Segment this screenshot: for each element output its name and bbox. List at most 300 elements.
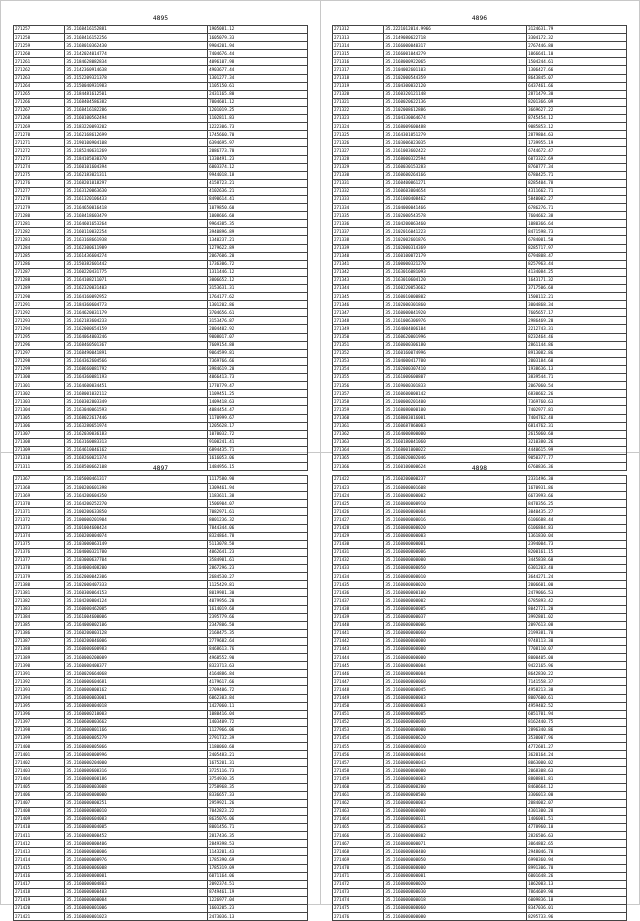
coordinate-cell: 35.2160000000005 (384, 710, 527, 718)
row-id-cell: 271290 (14, 293, 65, 301)
table-row (333, 654, 627, 662)
coordinate-cell: 35.2160000003001 (65, 694, 208, 702)
table-row (333, 548, 627, 556)
row-id-cell: 271396 (14, 710, 65, 718)
table-row (333, 840, 627, 848)
coordinate-cell: 35.2160400061271 (384, 179, 527, 187)
table-row (14, 840, 308, 848)
row-id-cell: 271301 (14, 382, 65, 390)
row-id-cell: 271305 (14, 414, 65, 422)
value-cell: 1117580.98 (208, 476, 308, 484)
value-cell: 8460664.12 (527, 783, 627, 791)
value-cell: 6780425.71 (527, 171, 627, 179)
table-row (333, 735, 627, 743)
value-cell: 1614019.68 (208, 605, 308, 613)
row-id-cell: 271331 (333, 179, 384, 187)
table-row (14, 904, 308, 912)
data-table (13, 25, 308, 471)
value-cell: 1125429.81 (208, 581, 308, 589)
sheet-title: 4897 (152, 465, 169, 472)
table-row (14, 702, 308, 710)
coordinate-cell: 35.2184481612501 (65, 90, 208, 98)
coordinate-cell: 35.2100000201400 (384, 398, 527, 406)
coordinate-cell: 35.2161004600006 (65, 613, 208, 621)
value-cell: 4102636.21 (208, 187, 308, 195)
table-row (14, 476, 308, 484)
coordinate-cell: 35.2104000321700 (65, 548, 208, 556)
value-cell: 1739955.19 (527, 139, 627, 147)
table-row (14, 581, 308, 589)
table-row (14, 139, 308, 147)
value-cell: 3064802.65 (527, 840, 627, 848)
table-row (333, 832, 627, 840)
value-cell: 2849398.53 (208, 840, 308, 848)
table-row (14, 613, 308, 621)
table-row (14, 260, 308, 268)
value-cell: 4968552.90 (208, 654, 308, 662)
value-cell: 8042721.20 (527, 605, 627, 613)
row-id-cell: 271262 (14, 66, 65, 74)
table-row (333, 204, 627, 212)
table-row (14, 565, 308, 573)
coordinate-cell: 35.2160000001006 (65, 904, 208, 912)
row-id-cell: 271438 (333, 605, 384, 613)
sheet-title: 4896 (471, 15, 488, 22)
table-row (333, 597, 627, 605)
table-row (333, 50, 627, 58)
value-cell: 2986469.20 (527, 317, 627, 325)
coordinate-cell: 35.2160000004005 (65, 824, 208, 832)
value-cell: 6673993.66 (527, 492, 627, 500)
row-id-cell: 271456 (333, 751, 384, 759)
row-id-cell: 271356 (333, 382, 384, 390)
value-cell: 2347806.50 (208, 621, 308, 629)
value-cell: 2092374.51 (208, 880, 308, 888)
row-id-cell: 271303 (14, 398, 65, 406)
value-cell: 6062303.84 (208, 694, 308, 702)
row-id-cell: 271394 (14, 694, 65, 702)
table-row (333, 34, 627, 42)
coordinate-cell: 35.2183220093202 (65, 123, 208, 131)
value-cell: 8007600.61 (527, 694, 627, 702)
value-cell: 1079850.60 (208, 204, 308, 212)
row-id-cell: 271333 (333, 195, 384, 203)
table-row (14, 382, 308, 390)
coordinate-cell: 35.2168010362430 (65, 42, 208, 50)
coordinate-cell: 35.2185240631269 (65, 147, 208, 155)
coordinate-cell: 35.2184628082834 (65, 58, 208, 66)
row-id-cell: 271426 (333, 508, 384, 516)
row-id-cell: 271451 (333, 710, 384, 718)
value-cell: 6009836.10 (527, 896, 627, 904)
value-cell: 2405483.21 (208, 751, 308, 759)
coordinate-cell: 35.2160000000003 (384, 799, 527, 807)
value-cell: 2758968.35 (208, 783, 308, 791)
row-id-cell: 271299 (14, 365, 65, 373)
value-cell: 1062003.13 (527, 880, 627, 888)
row-id-cell: 271434 (333, 573, 384, 581)
value-cell: 2394004.73 (527, 540, 627, 548)
coordinate-cell: 35.2160220053662 (384, 285, 527, 293)
row-id-cell: 271380 (14, 581, 65, 589)
row-id-cell: 271458 (333, 767, 384, 775)
coordinate-cell: 35.2102000407333 (65, 581, 208, 589)
table-row (14, 856, 308, 864)
table-row (333, 244, 627, 252)
value-cell: 6744672.47 (527, 147, 627, 155)
table-row (14, 98, 308, 106)
row-id-cell: 271442 (333, 637, 384, 645)
table-row (333, 74, 627, 82)
value-cell: 1201019.25 (208, 106, 308, 114)
value-cell: 8468613.76 (208, 645, 308, 653)
coordinate-cell: 35.2160000000030 (384, 888, 527, 896)
value-cell: 8347036.01 (527, 904, 627, 912)
table-row (333, 26, 627, 34)
value-cell: 2684530.27 (208, 573, 308, 581)
table-row (333, 365, 627, 373)
table-row (333, 702, 627, 710)
coordinate-cell: 35.2160000604681 (65, 678, 208, 686)
table-row (14, 123, 308, 131)
coordinate-cell: 35.2164600034451 (65, 382, 208, 390)
table-row (14, 293, 308, 301)
value-cell: 7605657.17 (527, 309, 627, 317)
value-cell: 3040435.27 (527, 508, 627, 516)
coordinate-cell: 35.2160000462005 (65, 605, 208, 613)
table-row (14, 508, 308, 516)
coordinate-cell: 35.2168003016001 (384, 414, 527, 422)
coordinate-cell: 35.2168500662108 (65, 463, 208, 471)
value-cell: 3717506.68 (527, 285, 627, 293)
coordinate-cell: 35.2168201018297 (65, 179, 208, 187)
table-row (14, 815, 308, 823)
value-cell: 2779682.64 (208, 637, 308, 645)
coordinate-cell: 35.2160620001996 (384, 333, 527, 341)
value-cell: 2791732.39 (208, 735, 308, 743)
coordinate-cell: 35.2184360604773 (65, 301, 208, 309)
table-row (333, 82, 627, 90)
table-row (333, 856, 627, 864)
row-id-cell: 271324 (333, 123, 384, 131)
row-id-cell: 271313 (333, 34, 384, 42)
value-cell: 4440615.99 (527, 446, 627, 454)
coordinate-cell: 35.2163160083313 (65, 438, 208, 446)
table-row (333, 508, 627, 516)
value-cell: 6784001.50 (527, 236, 627, 244)
row-id-cell: 271406 (14, 791, 65, 799)
coordinate-cell: 35.2160000000044 (384, 751, 527, 759)
table-row (333, 791, 627, 799)
row-id-cell: 271384 (14, 613, 65, 621)
coordinate-cell: 35.2160000000050 (384, 565, 527, 573)
table-row (333, 637, 627, 645)
table-row (14, 212, 308, 220)
row-id-cell: 271348 (333, 317, 384, 325)
value-cell: 6301203.40 (527, 565, 627, 573)
value-cell: 3839544.71 (527, 374, 627, 382)
table-row (333, 454, 627, 462)
row-id-cell: 271323 (333, 115, 384, 123)
row-id-cell: 271367 (14, 476, 65, 484)
row-id-cell: 271306 (14, 422, 65, 430)
value-cell: 4062641.23 (208, 548, 308, 556)
row-id-cell: 271455 (333, 743, 384, 751)
row-id-cell: 271381 (14, 589, 65, 597)
table-row (14, 783, 308, 791)
value-cell: 2709406.72 (208, 686, 308, 694)
coordinate-cell: 35.2160000000186 (65, 775, 208, 783)
value-cell: 6106688.44 (527, 516, 627, 524)
value-cell: 8019981.30 (208, 589, 308, 597)
coordinate-cell: 35.2160000000040 (384, 718, 527, 726)
coordinate-cell: 35.2160000000996 (65, 751, 208, 759)
row-id-cell: 271281 (14, 220, 65, 228)
table-row (333, 743, 627, 751)
row-id-cell: 271358 (333, 398, 384, 406)
coordinate-cell: 35.2160000000006 (65, 848, 208, 856)
value-cell: 1605079.33 (208, 34, 308, 42)
table-row (14, 500, 308, 508)
coordinate-cell: 35.2160000003008 (65, 783, 208, 791)
row-id-cell: 271437 (333, 597, 384, 605)
row-id-cell: 271475 (333, 904, 384, 912)
value-cell: 3669627.22 (527, 106, 627, 114)
row-id-cell: 271309 (14, 446, 65, 454)
row-id-cell: 271359 (333, 406, 384, 414)
value-cell: 1330491.23 (208, 155, 308, 163)
row-id-cell: 271387 (14, 637, 65, 645)
row-id-cell: 271292 (14, 309, 65, 317)
row-id-cell: 271417 (14, 880, 65, 888)
table-row (14, 325, 308, 333)
value-cell: 6437461.66 (527, 82, 627, 90)
row-id-cell: 271300 (14, 374, 65, 382)
table-row (14, 26, 308, 34)
value-cell: 2168475.35 (208, 629, 308, 637)
coordinate-cell: 35.2160100072179 (384, 252, 527, 260)
row-id-cell: 271349 (333, 325, 384, 333)
coordinate-cell: 35.2160160074996 (384, 349, 527, 357)
coordinate-cell: 35.2168009600488 (384, 123, 527, 131)
value-cell: 3304172.32 (527, 34, 627, 42)
value-cell: 3620164.24 (527, 751, 627, 759)
value-cell: 2959921.26 (208, 799, 308, 807)
table-row (14, 775, 308, 783)
value-cell: 1301277.34 (208, 74, 308, 82)
coordinate-cell: 35.2164064003246 (65, 333, 208, 341)
table-row (333, 904, 627, 912)
coordinate-cell: 35.2160000000162 (65, 686, 208, 694)
row-id-cell: 271379 (14, 573, 65, 581)
row-id-cell: 271327 (333, 147, 384, 155)
row-id-cell: 271271 (14, 139, 65, 147)
coordinate-cell: 35.2160000000006 (384, 548, 527, 556)
value-cell: 8471598.73 (527, 228, 627, 236)
value-cell: 3530007.96 (527, 735, 627, 743)
row-id-cell: 271464 (333, 815, 384, 823)
row-id-cell: 271279 (14, 204, 65, 212)
table-row (333, 155, 627, 163)
value-cell: 8324864.78 (208, 532, 308, 540)
coordinate-cell: 35.2102000544359 (384, 74, 527, 82)
table-row (333, 565, 627, 573)
coordinate-cell: 35.2162320031403 (65, 285, 208, 293)
table-row (333, 293, 627, 301)
value-cell: 7604662.38 (527, 212, 627, 220)
coordinate-cell: 35.2160100000624 (384, 463, 527, 471)
coordinate-cell: 35.2160000000000 (384, 864, 527, 872)
table-row (14, 645, 308, 653)
table-row (14, 285, 308, 293)
coordinate-cell: 35.2168000322594 (384, 155, 527, 163)
row-id-cell: 271347 (333, 309, 384, 317)
row-id-cell: 271422 (333, 476, 384, 484)
value-cell: 3004868.34 (527, 301, 627, 309)
value-cell: 8323713.63 (208, 662, 308, 670)
coordinate-cell: 35.2150040931983 (65, 82, 208, 90)
row-id-cell: 271337 (333, 228, 384, 236)
table-row (14, 524, 308, 532)
coordinate-cell: 35.2160200003128 (65, 629, 208, 637)
value-cell: 8745454.12 (527, 115, 627, 123)
coordinate-cell: 35.2164620031179 (65, 309, 208, 317)
row-id-cell: 271453 (333, 726, 384, 734)
coordinate-cell: 35.2160000000016 (384, 516, 527, 524)
row-id-cell: 271378 (14, 565, 65, 573)
value-cell: 4164886.84 (208, 670, 308, 678)
coordinate-cell: 35.2105000461317 (65, 476, 208, 484)
table-row (333, 605, 627, 613)
table-row (333, 398, 627, 406)
value-cell: 9100241.41 (208, 438, 308, 446)
coordinate-cell: 35.2160200000237 (384, 476, 527, 484)
table-row (14, 484, 308, 492)
value-cell: 9904201.94 (208, 42, 308, 50)
row-id-cell: 271373 (14, 524, 65, 532)
coordinate-cell: 35.2160000000003 (384, 775, 527, 783)
coordinate-cell: 35.2168260021374 (65, 454, 208, 462)
row-id-cell: 271285 (14, 252, 65, 260)
value-cell: 8760777.34 (527, 163, 627, 171)
table-row (14, 357, 308, 365)
table-row (333, 301, 627, 309)
value-cell: 2879804.63 (527, 131, 627, 139)
value-cell: 9064599.81 (208, 349, 308, 357)
row-id-cell: 271269 (14, 123, 65, 131)
row-id-cell: 271261 (14, 58, 65, 66)
value-cell: 9964385.35 (208, 220, 308, 228)
table-row (333, 662, 627, 670)
coordinate-cell: 35.2168001032112 (65, 390, 208, 398)
row-id-cell: 271433 (333, 565, 384, 573)
value-cell: 8295733.96 (527, 913, 627, 921)
value-cell: 6814762.31 (527, 422, 627, 430)
table-row (14, 532, 308, 540)
table-row (14, 374, 308, 382)
table-row (333, 90, 627, 98)
coordinate-cell: 35.2164160092952 (65, 293, 208, 301)
table-row (333, 341, 627, 349)
value-cell: 2767446.80 (527, 42, 627, 50)
coordinate-cell: 35.2104002601103 (384, 66, 527, 74)
row-id-cell: 271391 (14, 670, 65, 678)
coordinate-cell: 35.2160000000010 (384, 743, 527, 751)
table-row (333, 532, 627, 540)
coordinate-cell: 35.2160600264166 (384, 171, 527, 179)
coordinate-cell: 35.2168418603479 (65, 212, 208, 220)
value-cell: 7844344.06 (208, 524, 308, 532)
row-id-cell: 271273 (14, 155, 65, 163)
coordinate-cell: 35.2104000408200 (65, 565, 208, 573)
value-cell: 1905081.12 (208, 26, 308, 34)
coordinate-cell: 35.2160180041060 (384, 438, 527, 446)
row-id-cell: 271282 (14, 228, 65, 236)
row-id-cell: 271471 (333, 872, 384, 880)
value-cell: 8001456.71 (208, 824, 308, 832)
value-cell: 2068308.63 (527, 767, 627, 775)
coordinate-cell: 35.2169000301833 (384, 382, 527, 390)
value-cell: 1127966.06 (208, 726, 308, 734)
row-id-cell: 271473 (333, 888, 384, 896)
value-cell: 9422165.96 (527, 662, 627, 670)
coordinate-cell: 35.2160000005279 (65, 735, 208, 743)
row-id-cell: 271322 (333, 106, 384, 114)
value-cell: 8162440.75 (527, 718, 627, 726)
row-id-cell: 271274 (14, 163, 65, 171)
coordinate-cell: 35.2160000000000 (384, 913, 527, 921)
value-cell: 2615060.60 (527, 430, 627, 438)
table-row (333, 276, 627, 284)
value-cell: 3210380.26 (527, 438, 627, 446)
row-id-cell: 271457 (333, 759, 384, 767)
value-cell: 2431165.80 (208, 90, 308, 98)
row-id-cell: 271467 (333, 840, 384, 848)
coordinate-cell: 35.2190100904108 (65, 139, 208, 147)
value-cell: 1603205.23 (208, 904, 308, 912)
table-row (333, 220, 627, 228)
value-cell: 1504244.61 (527, 58, 627, 66)
table-row (14, 34, 308, 42)
coordinate-cell: 35.2160600003662 (65, 718, 208, 726)
row-id-cell: 271316 (333, 58, 384, 66)
value-cell: 6073322.69 (527, 155, 627, 163)
row-id-cell: 271325 (333, 131, 384, 139)
table-row (333, 896, 627, 904)
row-id-cell: 271362 (333, 430, 384, 438)
coordinate-cell: 35.2142024014774 (65, 50, 208, 58)
row-id-cell: 271465 (333, 824, 384, 832)
row-id-cell: 271278 (14, 195, 65, 203)
row-id-cell: 271308 (14, 438, 65, 446)
row-id-cell: 271460 (333, 783, 384, 791)
sheet-title: 4898 (471, 465, 488, 472)
value-cell: 8808801.81 (527, 775, 627, 783)
value-cell: 8201366.09 (527, 98, 627, 106)
coordinate-cell: 35.2103000637704 (65, 556, 208, 564)
row-id-cell: 271385 (14, 621, 65, 629)
value-cell: 6894435.71 (208, 446, 308, 454)
coordinate-cell: 35.2101004600424 (65, 524, 208, 532)
coordinate-cell: 35.2168404586382 (65, 98, 208, 106)
coordinate-cell: 35.2160000000031 (384, 815, 527, 823)
table-row (14, 147, 308, 155)
coordinate-cell: 35.2104200063460 (384, 220, 527, 228)
value-cell: 3153476.87 (208, 317, 308, 325)
row-id-cell: 271386 (14, 629, 65, 637)
coordinate-cell: 35.2160000000020 (384, 524, 527, 532)
row-id-cell: 271296 (14, 341, 65, 349)
